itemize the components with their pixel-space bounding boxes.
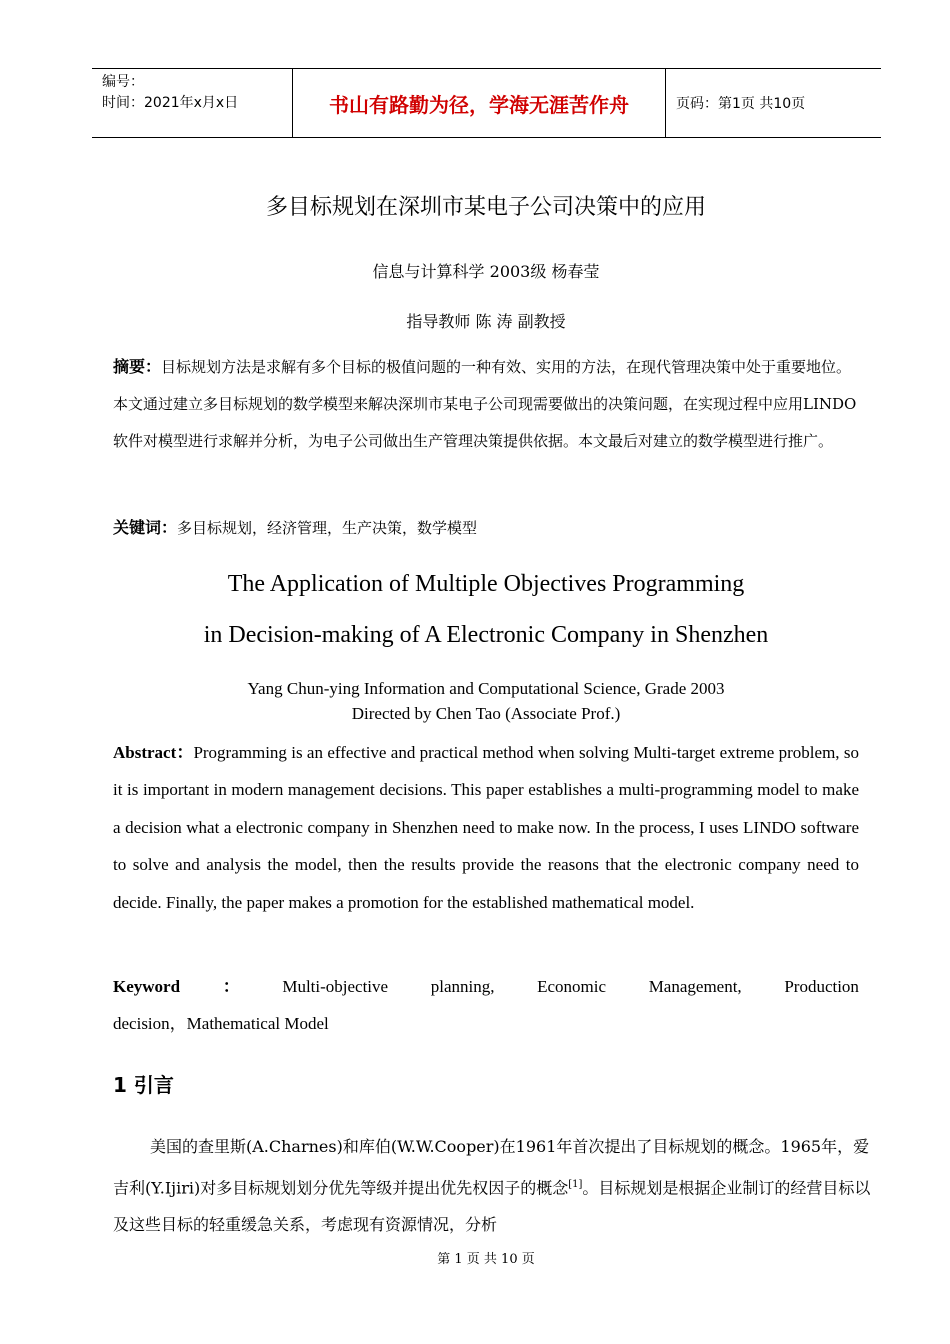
author-cn: 信息与计算科学 2003级 杨春莹 [372, 262, 600, 281]
keywords-cn-label: 关键词： [113, 518, 178, 537]
keywords-cn [113, 509, 860, 547]
title-cn: 多目标规划在深圳市某电子公司决策中的应用 [265, 195, 706, 220]
time-label: 时间：2021年x月x日 [102, 95, 239, 111]
keywords-en-line2: decision，Mathematical Model [113, 1014, 329, 1034]
citation-ref: [1] [568, 1178, 583, 1190]
keywords-en-colon: ： [222, 977, 240, 996]
header-page-info: 页码：第1页 共10页 [676, 96, 806, 112]
abstract-cn-label: 摘要： [113, 357, 162, 376]
keywords-cn-text: 多目标规划，经济管理，生产决策，数学模型 [177, 519, 478, 537]
keyword-item: Multi-objective [282, 977, 389, 996]
keyword-item: planning, [430, 977, 495, 996]
author-en-line2: Directed by Chen Tao (Associate Prof.) [351, 704, 621, 723]
abstract-en-text: Programming is an effective and practical method when solving Multi-target extreme problem, so it is important in modern management decisions. This paper establishes a multi-programming model to make a decision what a electronic company in Shenzhen need to make now. In the process, I uses LINDO software to solve and analysis the model, then the results provide the reasons that the electronic company need to decide. Finally, the paper makes a promotion for the established mathematical model. [113, 743, 859, 912]
author-en-line1: Yang Chun-ying Information and Computational Science, Grade 2003 [247, 679, 725, 698]
section-body [113, 1128, 873, 1244]
keyword-item: Economic [537, 977, 607, 996]
keyword-item: Production [784, 977, 859, 996]
keywords-en-line1 [113, 968, 859, 1005]
header-table [92, 68, 881, 138]
keyword-item: Management, [648, 977, 742, 996]
body-part1: 美国的查里斯(A.Charnes)和库伯(W.W.Cooper)在1961年首次提出了目标规划的概念。1965年，爱吉利(Y.Ijiri)对多目标规划划分优先等级并提出优先权因子的概念 [113, 1137, 870, 1197]
abstract-en-label: Abstract： [113, 743, 194, 762]
page-footer: 第 1 页 共 10 页 [437, 1252, 535, 1267]
header-motto: 书山有路勤为径，学海无涯苦作舟 [293, 69, 666, 137]
title-en-line2: in Decision-making of A Electronic Company in Shenzhen [203, 622, 769, 648]
header-meta-cell [92, 69, 293, 137]
body-part2: 。目标规划是根据企业制订的经营目标以及这些目标的轻重缓急关系，考虑现有资源情况，分析 [113, 1177, 871, 1235]
keywords-en [113, 968, 859, 1043]
abstract-cn-text: 目标规划方法是求解有多个目标的极值问题的一种有效、实用的方法，在现代管理决策中处于重要地位。本文通过建立多目标规划的数学模型来解决深圳市某电子公司现需要做出的决策问题，在实现过程中应用LINDO软件对模型进行求解并分析，为电子公司做出生产管理决策提供依据。本文最后对建立的数学模型进行推广。 [113, 358, 857, 450]
abstract-en [113, 734, 859, 921]
section-heading: 1 引言 [113, 1073, 174, 1097]
serial-label: 编号： [102, 74, 144, 90]
advisor-cn: 指导教师 陈 涛 副教授 [406, 312, 566, 331]
title-en-line1: The Application of Multiple Objectives Programming [227, 571, 745, 597]
abstract-cn [113, 348, 860, 460]
keywords-en-label: Keyword [113, 977, 181, 996]
